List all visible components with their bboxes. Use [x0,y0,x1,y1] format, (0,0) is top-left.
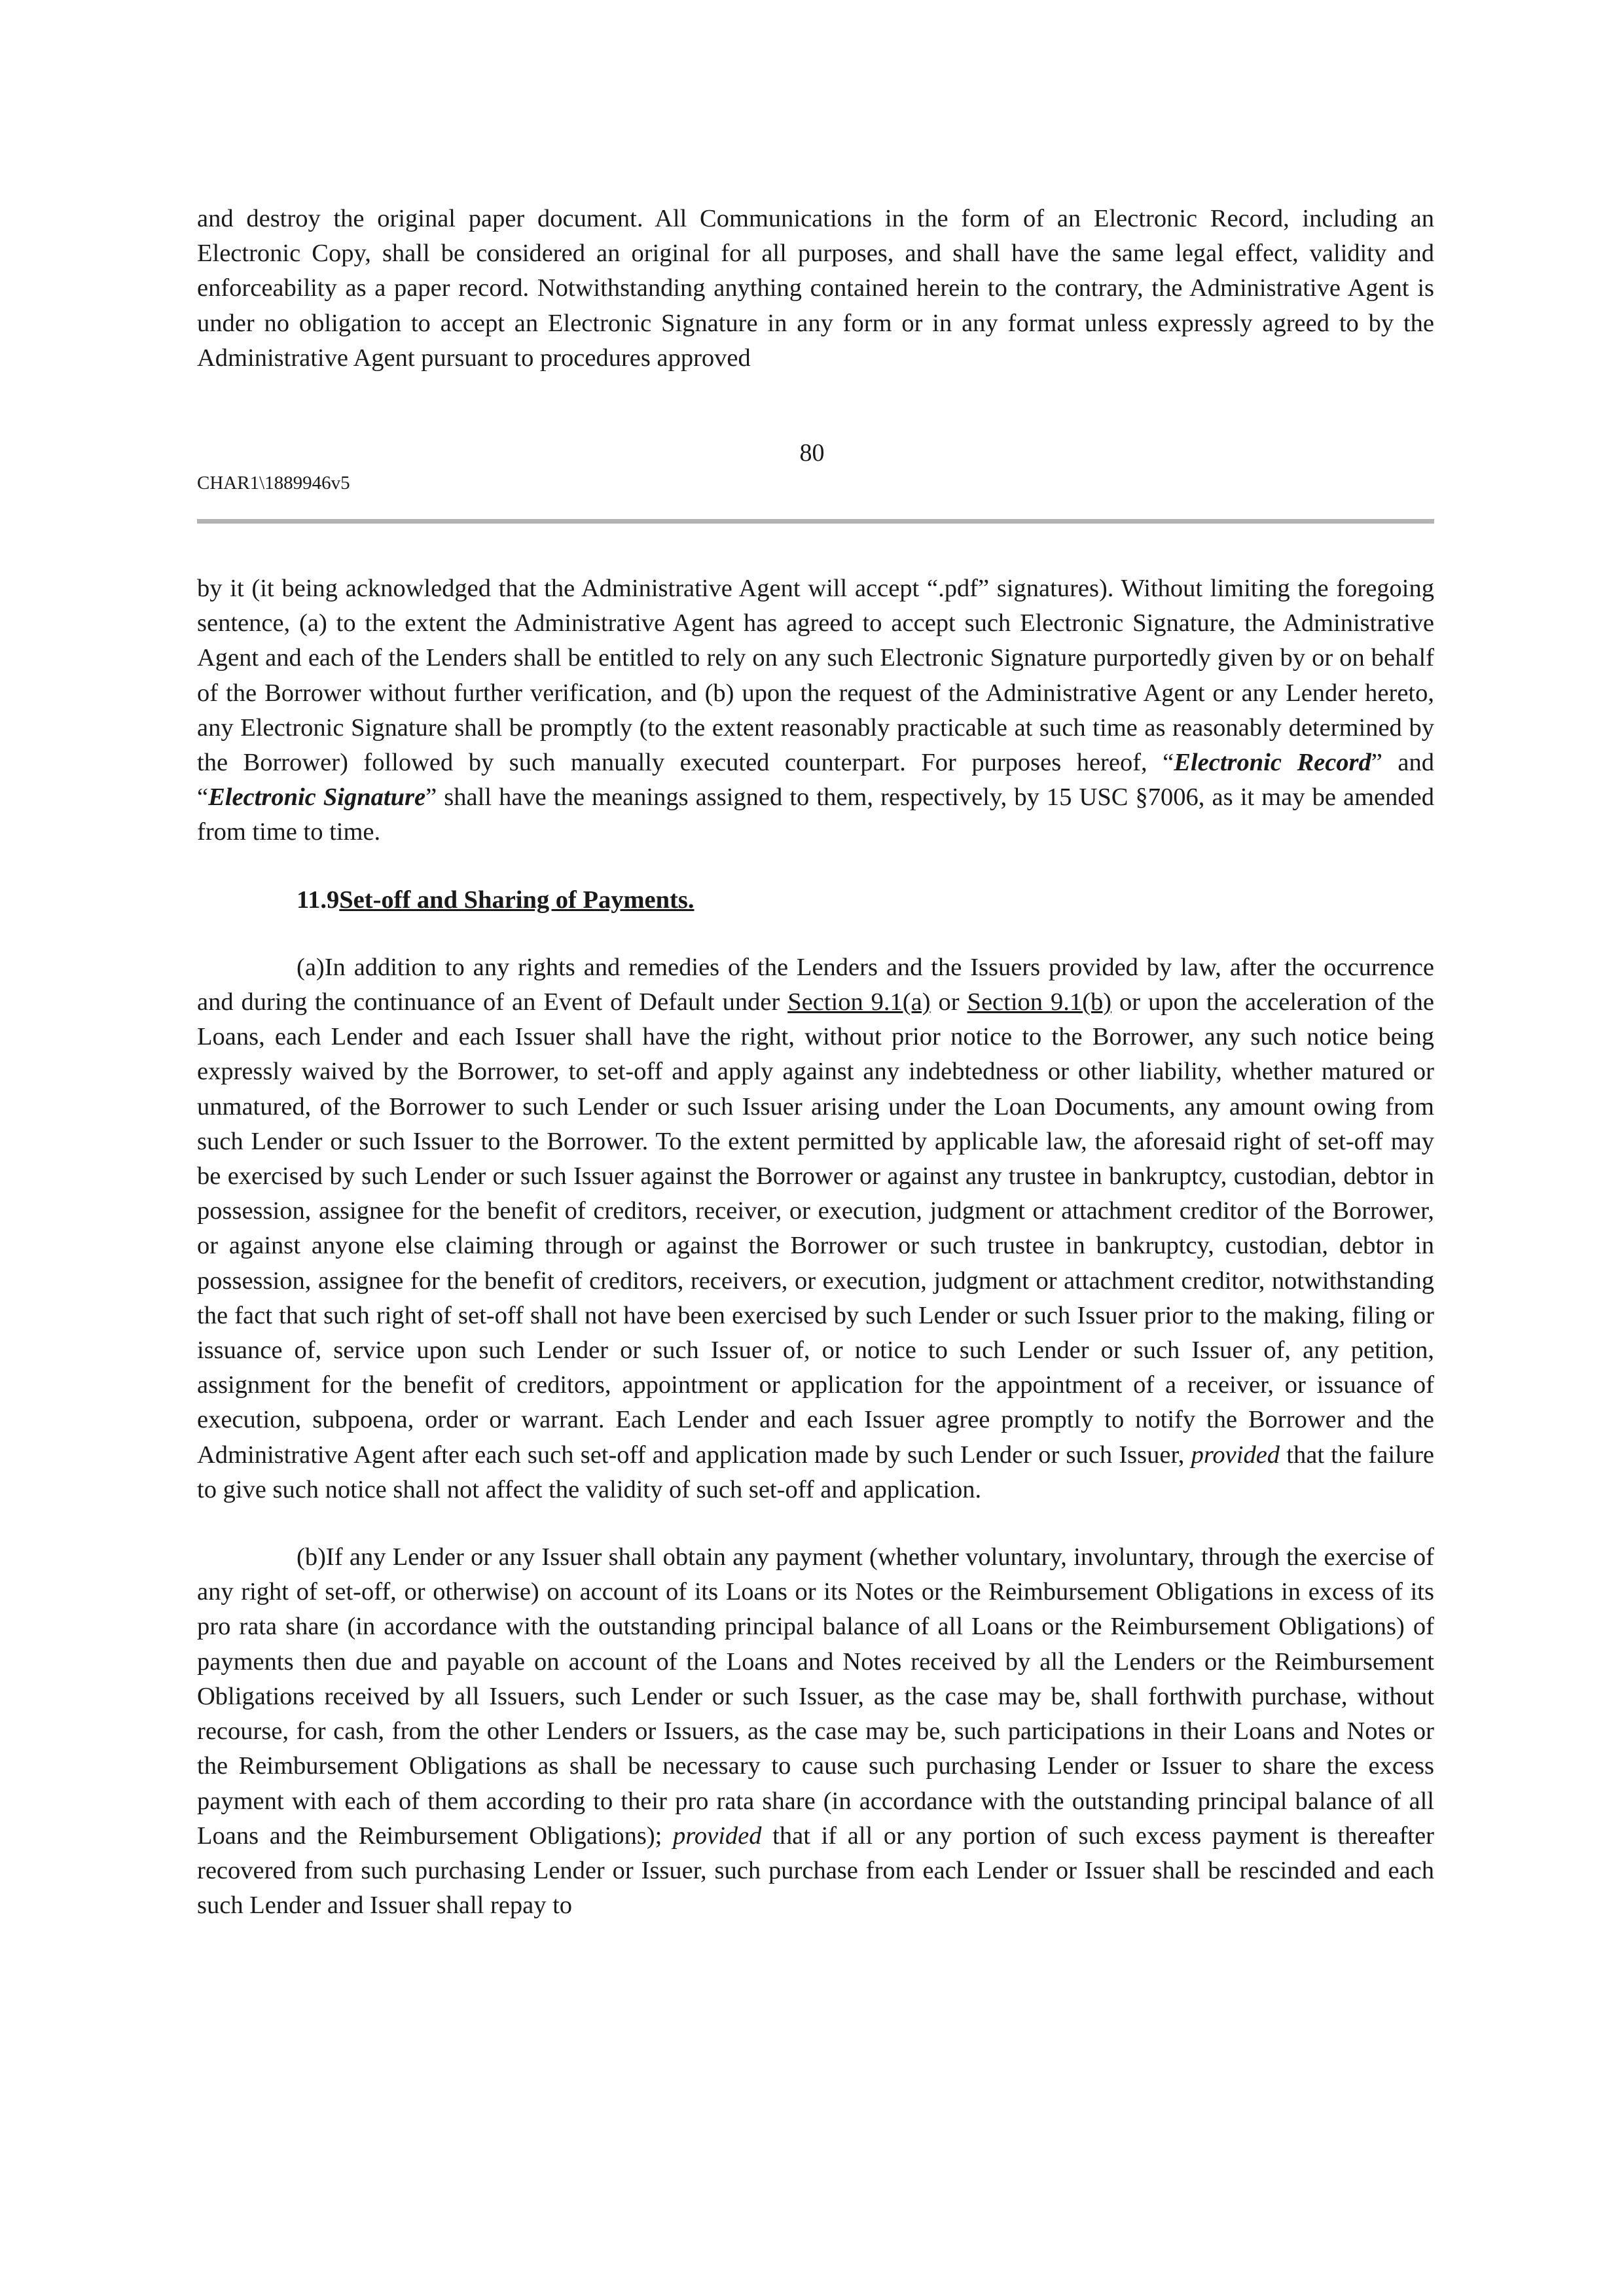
term-electronic-signature: Electronic Signature [208,783,426,812]
provided-italic: provided [673,1821,762,1850]
paragraph-a-text-b: or [930,988,967,1016]
page-number: 80 [799,439,825,467]
page-81-text [197,571,1434,1923]
signature-text-c: ” shall have the meanings assigned to them, respectively, by 15 USC §7006, as it may be amended from time to time. [197,783,1434,846]
section-9-1-a-link[interactable]: Section 9.1(a) [787,988,931,1016]
paragraph-b [197,1540,1434,1923]
section-9-1-b-link[interactable]: Section 9.1(b) [967,988,1112,1016]
paragraph-a-text-a: (a)In addition to any rights and remedies of the Lenders and the Issuers provided by law, after the occurrence and during the continuance of an Event of Default under [197,953,1434,1016]
term-electronic-record: Electronic Record [1174,749,1371,777]
continuation-paragraph: and destroy the original paper document. All Communications in the form of an Electronic Record, including an Electronic Copy, shall be considered an original for all purposes, and shall have the same legal effect, validity and enforceability as a paper record. Notwithstanding anything contained herein to the contrary, the Administrative Agent is under no obligation to accept an Electronic Signature in any form or in any format unless expressly agreed to by the Administrative Agent pursuant to procedures approved [197,205,1434,372]
page-break-divider [197,519,1434,524]
signature-text-a: by it (it being acknowledged that the Administrative Agent will accept “.pdf” signatures). Without limiting the foregoing sentence, (a) to the extent the Administrative Agent has agreed to accept such Electronic Signature, the Administrative Agent and each of the Lenders shall be entitled to rely on any such Electronic Signature purportedly given by or on behalf of the Borrower without further verification, and (b) upon the request of the Administrative Agent or any Lender hereto, any Electronic Signature shall be promptly (to the extent reasonably practicable at such time as reasonably determined by the Borrower) followed by such manually executed counterpart. For purposes hereof, “ [197,575,1434,777]
signature-text-b: ” and “ [197,749,1434,812]
paragraph-a-text-c: or upon the acceleration of the Loans, each Lender and each Issuer shall have the right, without prior notice to the Borrower, any such notice being expressly waived by the Borrower, to set-off and apply against any indebtedness or other liability, whether matured or unmatured, of the Borrower to such Lender or such Issuer arising under the Loan Documents, any amount owing from such Lender or such Issuer to the Borrower. To the extent permitted by applicable law, the aforesaid right of set-off may be exercised by such Lender or such Issuer against the Borrower or against any trustee in bankruptcy, custodian, debtor in possession, assignee for the benefit of creditors, receiver, or execution, judgment or attachment creditor of the Borrower, or against anyone else claiming through or against the Borrower or such trustee in bankruptcy, custodian, debtor in possession, assignee for the benefit of creditors, receivers, or execution, judgment or attachment creditor, notwithstanding the fact that such right of set-off shall not have been exercised by such Lender or such Issuer prior to the making, filing or issuance of, service upon such Lender or such Issuer of, or notice to such Lender or such Issuer of, any petition, assignment for the benefit of creditors, appointment or application for the appointment of a receiver, or issuance of execution, subpoena, order or warrant. Each Lender and each Issuer agree promptly to notify the Borrower and the Administrative Agent after each such set-off and application made by such Lender or such Issuer, [197,988,1434,1469]
provided-italic: provided [1191,1441,1280,1469]
paragraph-a-text-d: that the failure to give such notice shall not affect the validity of such set-off and application. [197,1441,1434,1503]
paragraph-b-text-a: (b)If any Lender or any Issuer shall obtain any payment (whether voluntary, involuntary, through the exercise of any right of set-off, or otherwise) on account of its Loans or its Notes or the Reimbursement Obligations in excess of its pro rata share (in accordance with the outstanding principal balance of all Loans or the Reimbursement Obligations) of payments then due and payable on account of the Loans and Notes received by all the Lenders or the Reimbursement Obligations received by all Issuers, such Lender or such Issuer, as the case may be, shall forthwith purchase, without recourse, for cash, from the other Lenders or Issuers, as the case may be, such participations in their Loans and Notes or the Reimbursement Obligations as shall be necessary to cause such purchasing Lender or Issuer to share the excess payment with each of them according to their pro rata share (in accordance with the outstanding principal balance of all Loans and the Reimbursement Obligations); [197,1543,1434,1850]
signature-paragraph [197,571,1434,850]
section-heading [197,883,1434,918]
paragraph-b-text-b: that if all or any portion of such excess payment is thereafter recovered from such purchasing Lender or Issuer, such purchase from each Lender or Issuer shall be rescinded and each such Lender and Issuer shall repay to [197,1821,1434,1920]
section-title: Set-off and Sharing of Payments. [339,886,695,914]
section-number: 11.9 [297,886,340,914]
paragraph-a [197,950,1434,1507]
page-80-bottom-text [197,202,1434,376]
document-id: CHAR1\1889946v5 [197,473,350,493]
